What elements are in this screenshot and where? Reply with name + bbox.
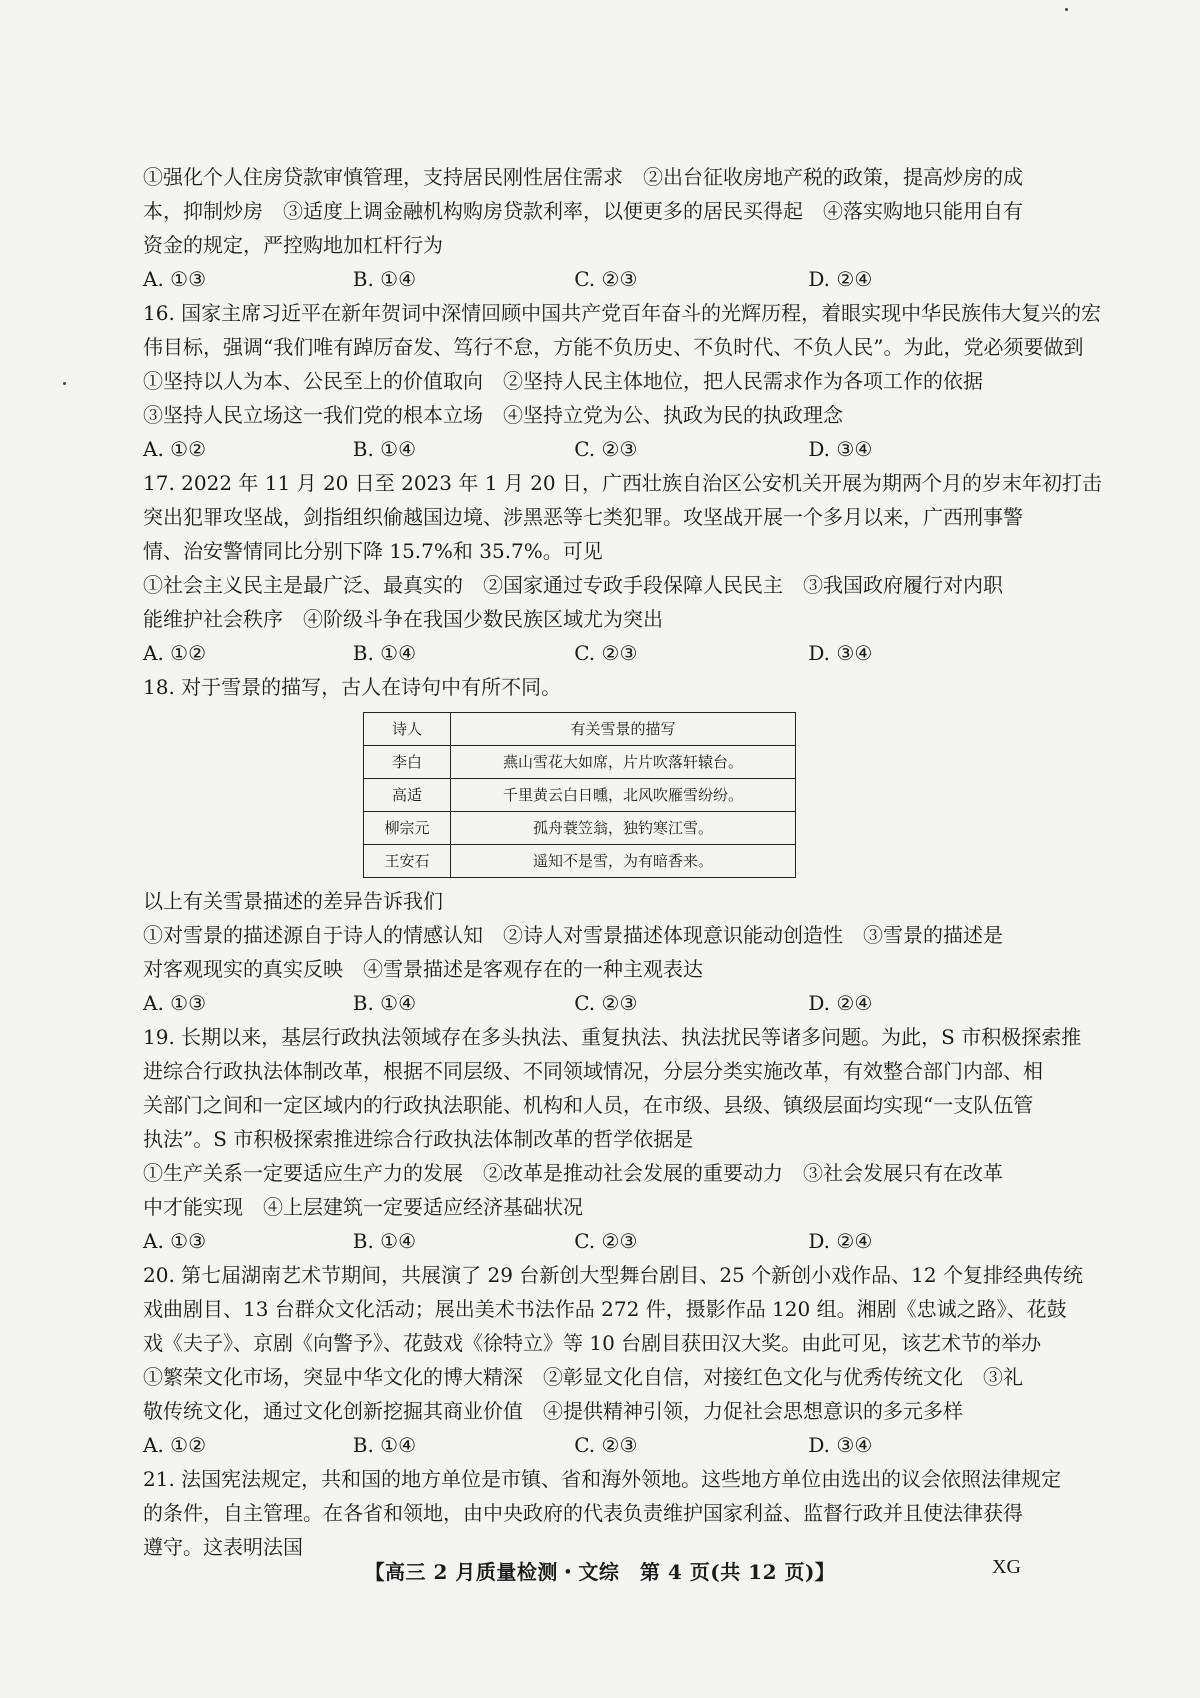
option-d: D. ②④: [808, 991, 873, 1015]
description-cell: 千里黄云白日曛，北风吹雁雪纷纷。: [451, 779, 796, 812]
answer-options: [143, 1428, 1023, 1462]
poet-cell: 高适: [364, 779, 451, 812]
option-c: C. ②③: [574, 991, 638, 1015]
option-a: A. ①②: [143, 641, 207, 665]
question-21: [143, 1462, 1062, 1564]
option-c: C. ②③: [574, 267, 638, 291]
question-line: 17. 2022 年 11 月 20 日至 2023 年 1 月 20 日，广西壮族自治区公安机关开展为期两个月的岁末年初打击: [143, 471, 1102, 495]
option-c: C. ②③: [574, 641, 638, 665]
question-line: 的条件，自主管理。在各省和领地，由中央政府的代表负责维护国家利益、监督行政并且使法律获得: [143, 1501, 1023, 1525]
option-a: A. ①③: [143, 1229, 207, 1253]
poet-cell: 柳宗元: [364, 812, 451, 845]
option-d: D. ②④: [808, 267, 873, 291]
question-line: 以上有关雪景描述的差异告诉我们: [143, 889, 443, 913]
question-line: 突出犯罪攻坚战，剑指组织偷越国边境、涉黑恶等七类犯罪。攻坚战开展一个多月以来，广西刑事警: [143, 505, 1023, 529]
table-row: [364, 845, 796, 878]
question-19: [143, 1020, 1082, 1258]
description-cell: 遥知不是雪，为有暗香来。: [451, 845, 796, 878]
option-d: D. ③④: [808, 437, 873, 461]
option-c: C. ②③: [574, 437, 638, 461]
table-header-row: [364, 713, 796, 746]
question-line: 伟目标，强调“我们唯有踔厉奋发、笃行不怠，方能不负历史、不负时代、不负人民”。为此，党必须要做到: [143, 335, 1084, 359]
answer-options: [143, 636, 1023, 670]
question-line: 本，抑制炒房 ③适度上调金融机构购房贷款利率，以便更多的居民买得起 ④落实购地只能用自有: [143, 199, 1023, 223]
option-d: D. ③④: [808, 1433, 873, 1457]
question-line: ①坚持以人为本、公民至上的价值取向 ②坚持人民主体地位，把人民需求作为各项工作的依据: [143, 369, 983, 393]
description-cell: 燕山雪花大如席，片片吹落轩辕台。: [451, 746, 796, 779]
option-b: B. ①④: [352, 641, 417, 665]
option-b: B. ①④: [352, 267, 417, 291]
answer-options: [143, 986, 1023, 1020]
question-line: 戏曲剧目、13 台群众文化活动；展出美术书法作品 272 件，摄影作品 120 组。湘剧《忠诚之路》、花鼓: [143, 1297, 1067, 1321]
scan-speck: [63, 382, 66, 385]
question-line: 情、治安警情同比分别下降 15.7%和 35.7%。可见: [143, 539, 603, 563]
question-line: 执法”。S 市积极探索推进综合行政执法体制改革的哲学依据是: [143, 1127, 694, 1151]
option-a: A. ①③: [143, 267, 207, 291]
answer-options: [143, 262, 1023, 296]
option-d: D. ②④: [808, 1229, 873, 1253]
option-a: A. ①②: [143, 437, 207, 461]
question-20: [143, 1258, 1083, 1462]
question-line: 18. 对于雪景的描写，古人在诗句中有所不同。: [143, 675, 562, 699]
question-line: 对客观现实的真实反映 ④雪景描述是客观存在的一种主观表达: [143, 957, 703, 981]
question-line: ①社会主义民主是最广泛、最真实的 ②国家通过专政手段保障人民民主 ③我国政府履行对内职: [143, 573, 1003, 597]
page-footer: 【高三 2 月质量检测・文综 第 4 页(共 12 页)】: [364, 1560, 836, 1584]
question-line: ①对雪景的描述源自于诗人的情感认知 ②诗人对雪景描述体现意识能动创造性 ③雪景的描述是: [143, 923, 1003, 947]
column-header-poet: 诗人: [364, 713, 451, 746]
question-line: 16. 国家主席习近平在新年贺词中深情回顾中国共产党百年奋斗的光辉历程，着眼实现中华民族伟大复兴的宏: [143, 301, 1102, 325]
option-c: C. ②③: [574, 1433, 638, 1457]
question-15: [143, 160, 1023, 296]
question-16: [143, 296, 1102, 466]
option-b: B. ①④: [352, 1229, 417, 1253]
poet-cell: 李白: [364, 746, 451, 779]
page-content: [143, 160, 1102, 1564]
question-line: 能维护社会秩序 ④阶级斗争在我国少数民族区域尤为突出: [143, 607, 663, 631]
question-line: 资金的规定，严控购地加杠杆行为: [143, 233, 443, 257]
question-line: 进综合行政执法体制改革，根据不同层级、不同领域情况，分层分类实施改革，有效整合部门内部、相: [143, 1059, 1043, 1083]
option-b: B. ①④: [352, 437, 417, 461]
option-a: A. ①③: [143, 991, 207, 1015]
option-b: B. ①④: [352, 1433, 417, 1457]
option-d: D. ③④: [808, 641, 873, 665]
question-line: 关部门之间和一定区域内的行政执法职能、机构和人员，在市级、县级、镇级层面均实现“一支队伍管: [143, 1093, 1034, 1117]
table-row: [364, 812, 796, 845]
option-b: B. ①④: [352, 991, 417, 1015]
answer-options: [143, 432, 1023, 466]
poem-table: [363, 712, 796, 878]
question-line: ③坚持人民立场这一我们党的根本立场 ④坚持立党为公、执政为民的执政理念: [143, 403, 843, 427]
description-cell: 孤舟蓑笠翁，独钓寒江雪。: [451, 812, 796, 845]
question-17: [143, 466, 1102, 670]
poet-cell: 王安石: [364, 845, 451, 878]
option-a: A. ①②: [143, 1433, 207, 1457]
option-c: C. ②③: [574, 1229, 638, 1253]
question-line: 21. 法国宪法规定，共和国的地方单位是市镇、省和海外领地。这些地方单位由选出的议会依照法律规定: [143, 1467, 1062, 1491]
question-line: ①生产关系一定要适应生产力的发展 ②改革是推动社会发展的重要动力 ③社会发展只有在改革: [143, 1161, 1003, 1185]
answer-options: [143, 1224, 1023, 1258]
scan-speck: [1065, 8, 1068, 11]
question-line: 戏《夫子》、京剧《向警予》、花鼓戏《徐特立》等 10 台剧目获田汉大奖。由此可见，该艺术节的举办: [143, 1331, 1042, 1355]
column-header-description: 有关雪景的描写: [451, 713, 796, 746]
table-row: [364, 746, 796, 779]
table-row: [364, 779, 796, 812]
question-line: 20. 第七届湖南艺术节期间，共展演了 29 台新创大型舞台剧目、25 个新创小戏作品、12 个复排经典传统: [143, 1263, 1083, 1287]
question-18: [143, 670, 1023, 1020]
question-line: 中才能实现 ④上层建筑一定要适应经济基础状况: [143, 1195, 583, 1219]
question-line: 19. 长期以来，基层行政执法领域存在多头执法、重复执法、执法扰民等诸多问题。为此，S 市积极探索推: [143, 1025, 1082, 1049]
exam-code: XG: [992, 1556, 1021, 1578]
question-line: 敬传统文化，通过文化创新挖掘其商业价值 ④提供精神引领，力促社会思想意识的多元多样: [143, 1399, 963, 1423]
question-line: ①繁荣文化市场，突显中华文化的博大精深 ②彰显文化自信，对接红色文化与优秀传统文化 ③礼: [143, 1365, 1023, 1389]
question-line: 遵守。这表明法国: [143, 1535, 303, 1559]
question-line: ①强化个人住房贷款审慎管理，支持居民刚性居住需求 ②出台征收房地产税的政策，提高炒房的成: [143, 165, 1023, 189]
